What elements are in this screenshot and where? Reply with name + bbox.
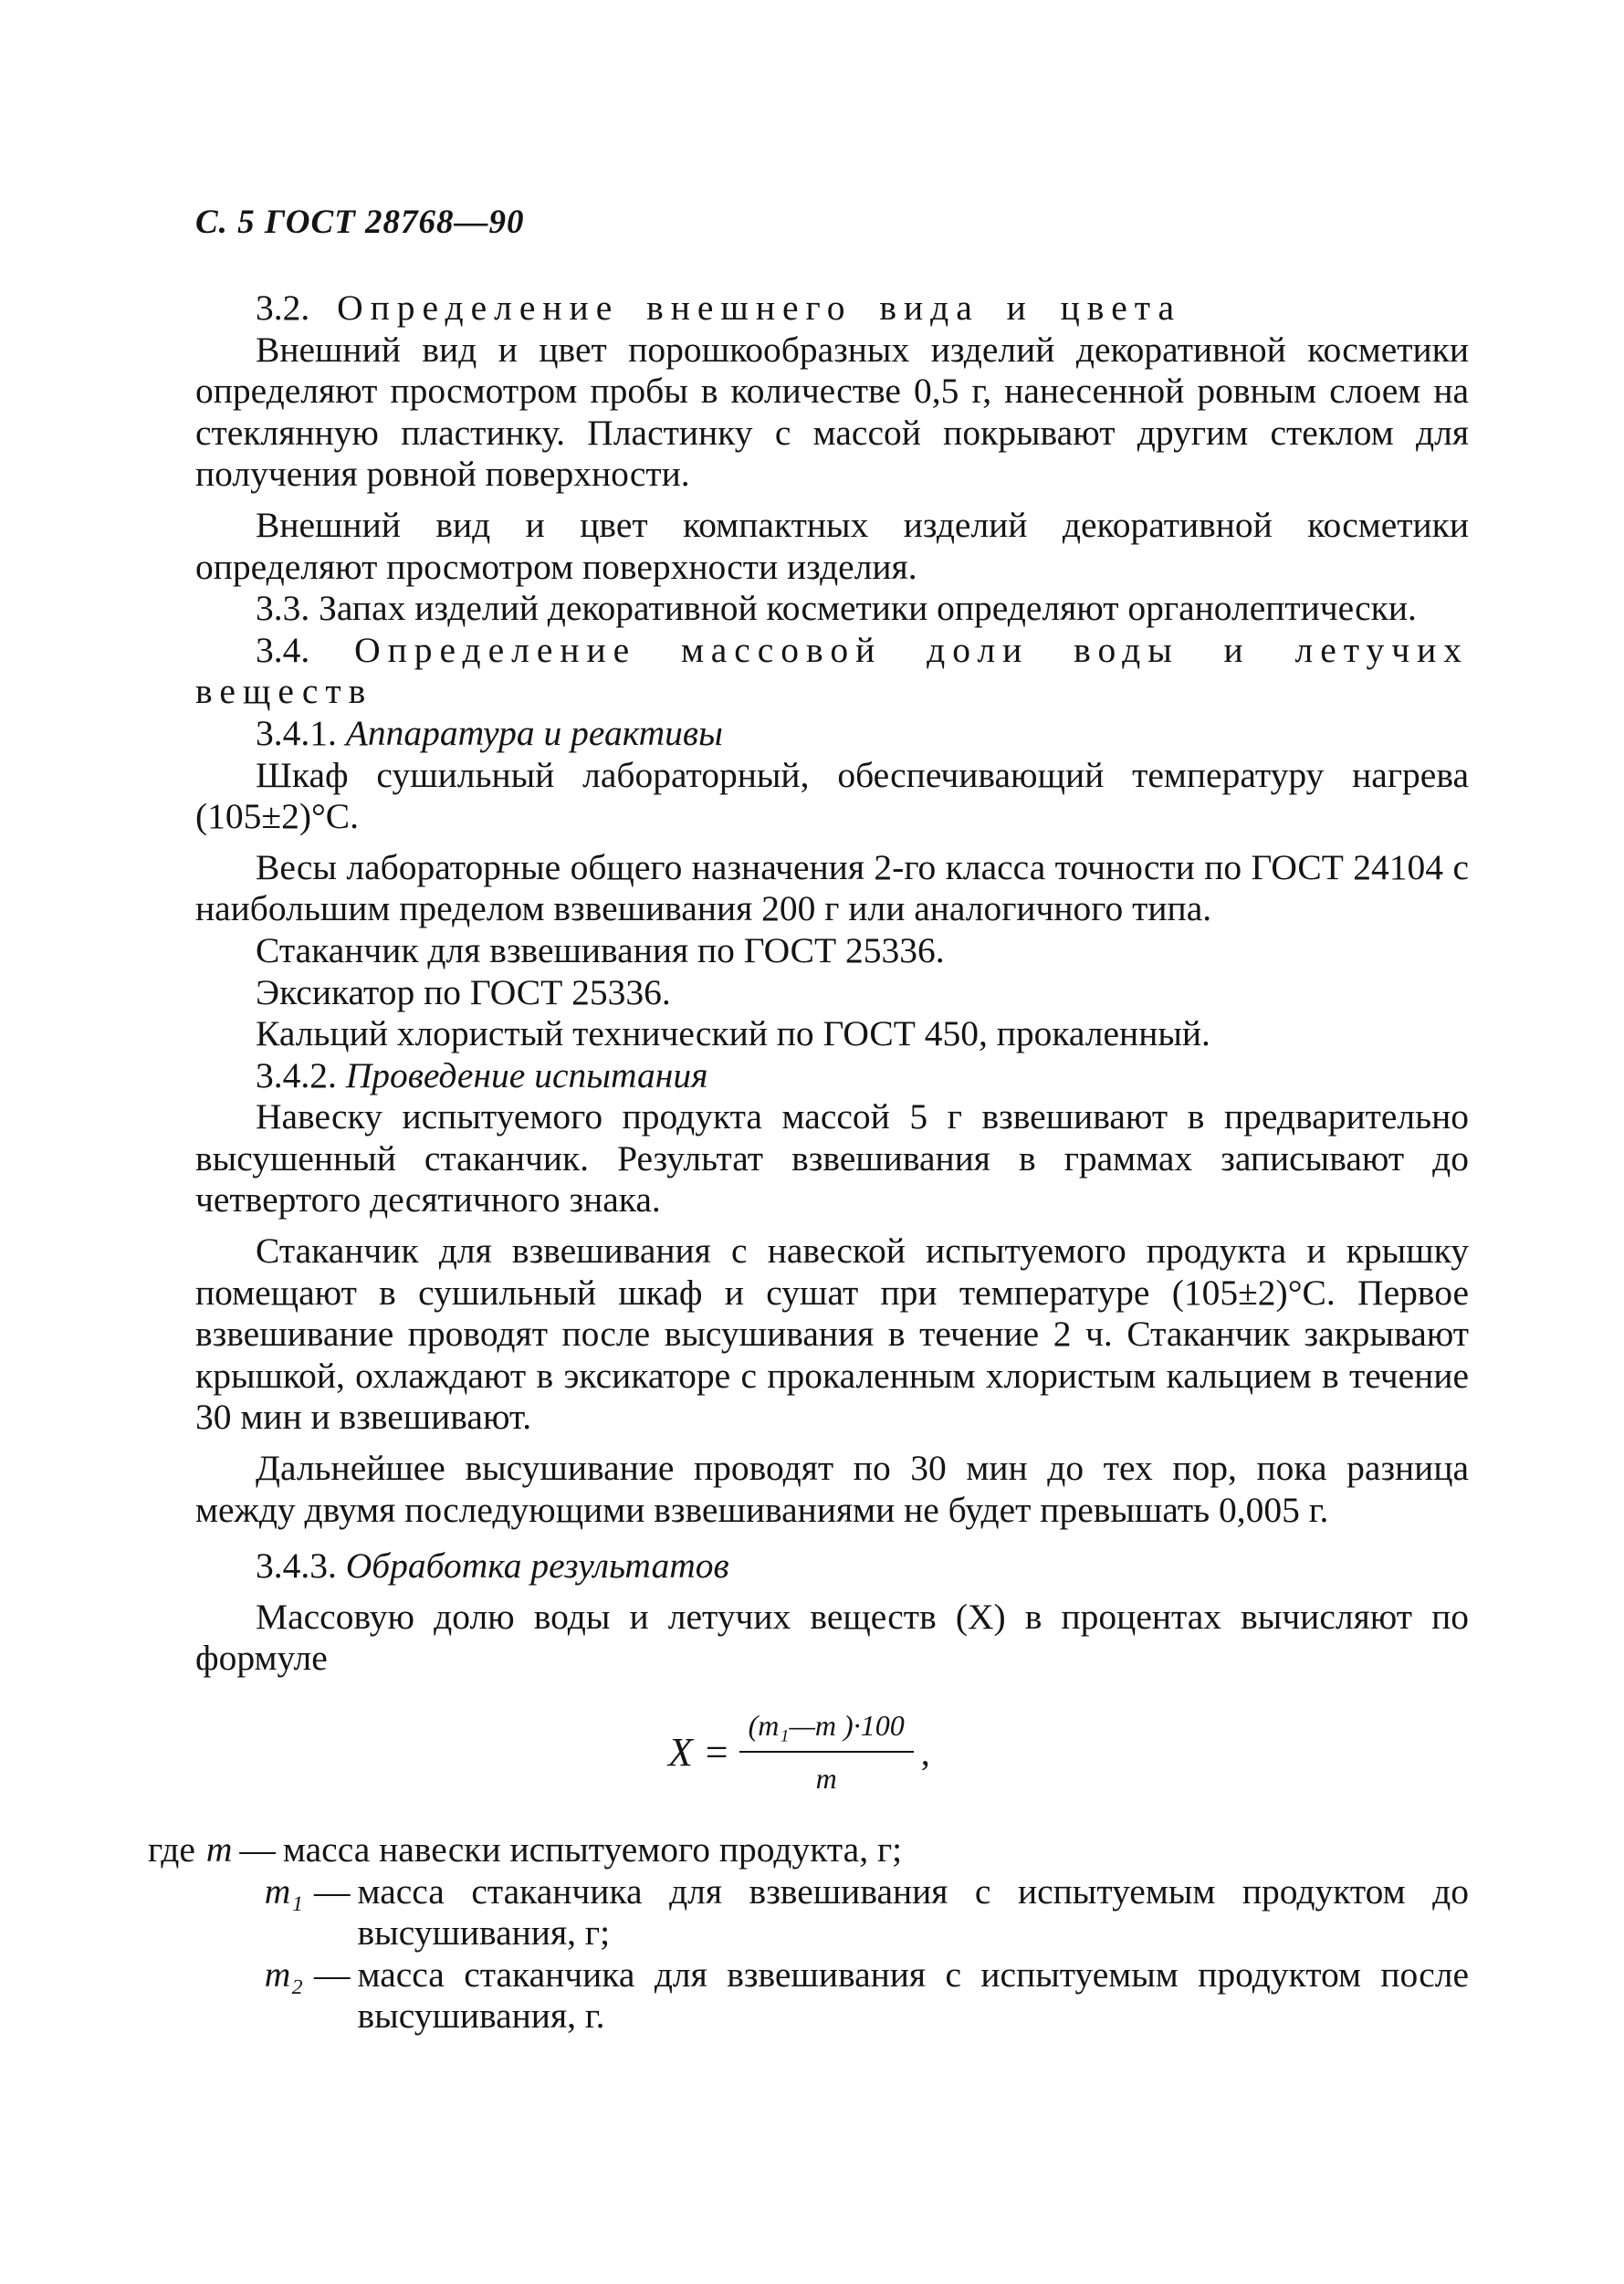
- legend-dash: —: [314, 1954, 351, 1995]
- legend-item: [195, 1954, 1469, 2038]
- formula-lhs: X =: [668, 1729, 730, 1775]
- section-3-4-1-heading: 3.4.1. Аппаратура и реактивы: [256, 712, 723, 753]
- legend-item: [195, 1871, 1469, 1954]
- formula-block: [195, 1692, 1469, 1829]
- formula-trail: ,: [920, 1731, 930, 1773]
- formula-numerator: (m₁—m )·100: [739, 1705, 914, 1753]
- formula-fraction: [739, 1705, 914, 1799]
- section-3-4-2-heading: 3.4.2. Проведение испытания: [256, 1054, 708, 1095]
- legend-term: m₁: [264, 1870, 303, 1912]
- section-3-4-heading: 3.4. Определение массовой доли воды и летучих веществ: [195, 629, 1469, 712]
- legend-definition: масса навески испытуемого продукта, г;: [282, 1829, 903, 1870]
- legend-dash: —: [314, 1870, 351, 1912]
- section-3-4-2-paragraph-1: Навеску испытуемого продукта массой 5 г взвешивают в предварительно высушенный стаканчик. Результат взвешивания в граммах записывают до четвертого десятичного знака.: [195, 1096, 1469, 1221]
- equipment-item: Весы лабораторные общего назначения 2-го класса точности по ГОСТ 24104 с наибольшим пределом взвешивания 200 г или аналогичного типа.: [195, 846, 1469, 929]
- section-3-4-2-paragraph-2: Стаканчик для взвешивания с навеской испытуемого продукта и крышку помещают в сушильный шкаф и сушат при температуре (105±2)°С. Первое взвешивание проводят после высушивания в течение 2 ч. Стаканчик закрывают крышкой, охлаждают в эксикаторе с прокаленным хлористым кальцием в течение 30 мин и взвешивают.: [195, 1231, 1469, 1438]
- legend-term: m: [205, 1829, 233, 1870]
- page-header: С. 5 ГОСТ 28768—90: [195, 204, 525, 241]
- equipment-item: Эксикатор по ГОСТ 25336.: [256, 971, 671, 1012]
- legend-term: m₂: [264, 1954, 303, 1995]
- mass-fraction-formula: [668, 1705, 930, 1799]
- section-3-4-3-heading: 3.4.3. Обработка результатов: [256, 1545, 729, 1587]
- section-3-4-2-paragraph-3: Дальнейшее высушивание проводят по 30 мин до тех пор, пока разница между двумя последующими взвешиваниями не будет превышать 0,005 г.: [195, 1448, 1469, 1530]
- section-3-4-3-paragraph: Массовую долю воды и летучих веществ (X) в процентах вычисляют по формуле: [195, 1596, 1469, 1679]
- legend-definition: масса стаканчика для взвешивания с испытуемым продуктом после высушивания, г.: [357, 1954, 1469, 2037]
- legend-definition: масса стаканчика для взвешивания с испытуемым продуктом до высушивания, г;: [357, 1870, 1469, 1954]
- section-3-2-paragraph-1: Внешний вид и цвет порошкообразных изделий декоративной косметики определяют просмотром пробы в количестве 0,5 г, нанесенной ровным слоем на стеклянную пластинку. Пластинку с массой покрывают другим стеклом для получения ровной поверхности.: [195, 329, 1469, 495]
- document-body: [148, 288, 1469, 2038]
- section-3-3-paragraph: 3.3. Запах изделий декоративной косметики определяют органолептически.: [256, 588, 1417, 629]
- legend-lead: где: [148, 1829, 195, 1870]
- formula-legend: [148, 1829, 1469, 2038]
- section-3-2-paragraph-2: Внешний вид и цвет компактных изделий декоративной косметики определяют просмотром поверхности изделия.: [195, 504, 1469, 587]
- legend-dash: —: [239, 1829, 276, 1870]
- equipment-item: Кальций хлористый технический по ГОСТ 450, прокаленный.: [256, 1013, 1210, 1054]
- equipment-item: Стаканчик для взвешивания по ГОСТ 25336.: [256, 929, 945, 970]
- section-3-2-heading: 3.2. Определение внешнего вида и цвета: [256, 288, 1182, 328]
- equipment-item: Шкаф сушильный лабораторный, обеспечивающий температуру нагрева (105±2)°С.: [195, 754, 1469, 837]
- formula-denominator: m: [815, 1761, 837, 1795]
- legend-item: [148, 1829, 1469, 1871]
